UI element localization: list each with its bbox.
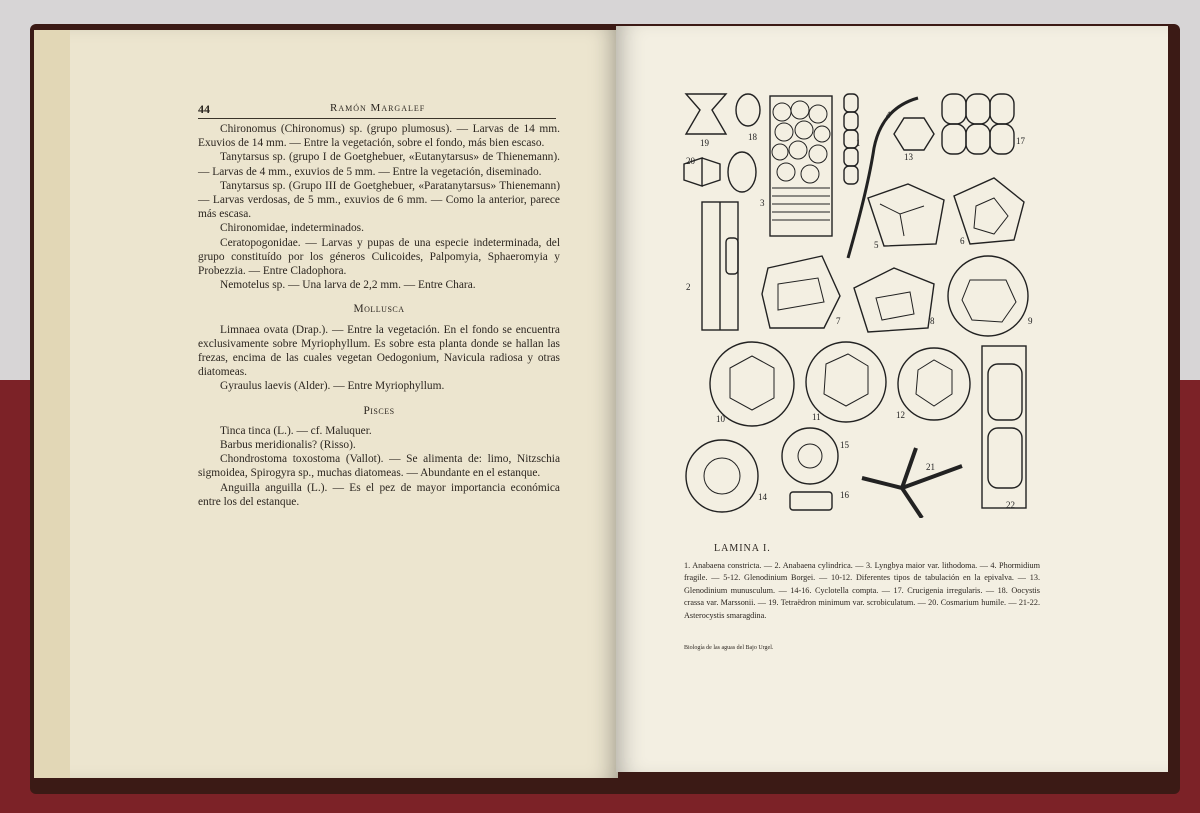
figure-number: 13: [904, 152, 913, 162]
figure-6-drawing: [954, 178, 1024, 244]
figure-17-drawing: [942, 94, 1014, 154]
algae-illustration-plate: [672, 88, 1036, 518]
page-stack-edge: [34, 30, 70, 778]
figure-number: 1: [856, 138, 861, 148]
figure-12-drawing: [898, 348, 970, 420]
figure-number: 20: [686, 156, 695, 166]
figure-19-drawing: [686, 94, 726, 134]
figure-13-drawing: [894, 118, 934, 150]
paragraph: Barbus meridionalis? (Risso).: [220, 439, 356, 452]
section-heading-pisces: Pisces: [363, 404, 395, 417]
figure-number: 15: [840, 440, 849, 450]
paragraph: Tanytarsus sp. (grupo I de Goetghebuer, «Eutanytarsus» de Thienemann). — Larvas de 4 mm., exuvios de 5 mm. — Entre la vegetación, diseminado.: [198, 151, 560, 178]
paragraph: Chondrostoma toxostoma (Vallot). — Se alimenta de: limo, Nitzschia sigmoidea, Spirogyra sp., muchas diatomeas. — Abundante en el estanque.: [198, 453, 560, 480]
figure-number: 17: [1016, 136, 1025, 146]
paragraph: Tinca tinca (L.). — cf. Maluquer.: [220, 424, 372, 437]
figure-number: 22: [1006, 500, 1015, 510]
paragraph: Ceratopogonidae. — Larvas y pupas de una especie indeterminada, del grupo constituído por los géneros Culicoides, Palpomyia, Sphaeromyia y Probezzia. — Entre Cladophora.: [198, 236, 560, 278]
figure-number: 2: [686, 282, 691, 292]
plate-caption: 1. Anabaena constricta. — 2. Anabaena cylindrica. — 3. Lyngbya maior var. lithodoma. — 4. Phormidium fragile. — 5-12. Glenodinium Borgei. — 10-12. Diferentes tipos de tabulación en la epivalva. — 13. Glenodinium munusculum. — 14-16. Cyclotella compta. — 17. Crucigenia irregularis. — 18. Oocystis crassa var. Marssonii. — 19. Tetraëdron minimum var. scrobiculatum. — 20. Cosmarium humile. — 21-22. Asterocystis smaragdina.: [684, 561, 1040, 620]
figure-8-drawing: [854, 268, 934, 332]
figure-number: 6: [960, 236, 965, 246]
figure-7-drawing: [762, 256, 840, 328]
page-footer-note: Biología de las aguas del Bajo Urgel.: [684, 645, 774, 651]
running-head: [198, 102, 556, 119]
figure-21-drawing: [862, 448, 962, 518]
paragraph: Anguilla anguilla (L.). — Es el pez de mayor importancia económica entre los del estanque.: [198, 481, 560, 508]
paragraph: Tanytarsus sp. (Grupo III de Goetghebuer, «Paratanytarsus» Thienemann) — Larvas verdosas, de 5 mm., exuvios de 6 mm. — Como la anterior, parece más escasa.: [198, 179, 560, 221]
running-head-author: Ramón Margalef: [330, 102, 426, 114]
plate-caption-title: LAMINA I.: [714, 543, 771, 554]
paragraph: Chironomidae, indeterminados.: [220, 222, 364, 235]
figure-number: 7: [836, 316, 841, 326]
figure-15-drawing: [782, 428, 838, 484]
figure-number: 10: [716, 414, 725, 424]
figure-5-drawing: [868, 184, 944, 246]
figure-2-drawing: [702, 202, 738, 330]
figure-number: 8: [930, 316, 935, 326]
figure-number: 18: [748, 132, 757, 142]
paragraph: Gyraulus laevis (Alder). — Entre Myriophyllum.: [220, 380, 445, 393]
figure-number: 5: [874, 240, 879, 250]
figure-18-drawing: [736, 94, 760, 126]
figure-16-drawing: [790, 492, 832, 510]
figure-number: 12: [896, 410, 905, 420]
figure-number: 4: [886, 110, 891, 120]
figure-22-drawing: [982, 346, 1026, 508]
left-page-body: [198, 122, 560, 509]
figure-9-drawing: [948, 256, 1028, 336]
paragraph: Chironomus (Chironomus) sp. (grupo plumosus). — Larvas de 14 mm. Exuvios de 14 mm. — Entre la vegetación, sobre el fondo, más bien escaso.: [198, 123, 560, 150]
figure-11-drawing: [806, 342, 886, 422]
figure-14-drawing: [686, 440, 758, 512]
figure-number: 19: [700, 138, 709, 148]
figure-number: 16: [840, 490, 849, 500]
paragraph: Nemotelus sp. — Una larva de 2,2 mm. — Entre Chara.: [220, 279, 476, 292]
figure-number: 3: [760, 198, 765, 208]
figure-number: 9: [1028, 316, 1033, 326]
section-heading-mollusca: Mollusca: [353, 303, 405, 316]
figure-number: 21: [926, 462, 935, 472]
figure-number: 11: [812, 412, 821, 422]
paragraph: Limnaea ovata (Drap.). — Entre la vegetación. En el fondo se encuentra exclusivamente sobre Myriophyllum. Es sobre esta planta donde se hallan las frezas, encima de las cuales vegetan Oedogonium, Navicula radiosa y otras diatomeas.: [198, 323, 560, 379]
page-number: 44: [198, 102, 210, 116]
figure-number: 14: [758, 492, 767, 502]
